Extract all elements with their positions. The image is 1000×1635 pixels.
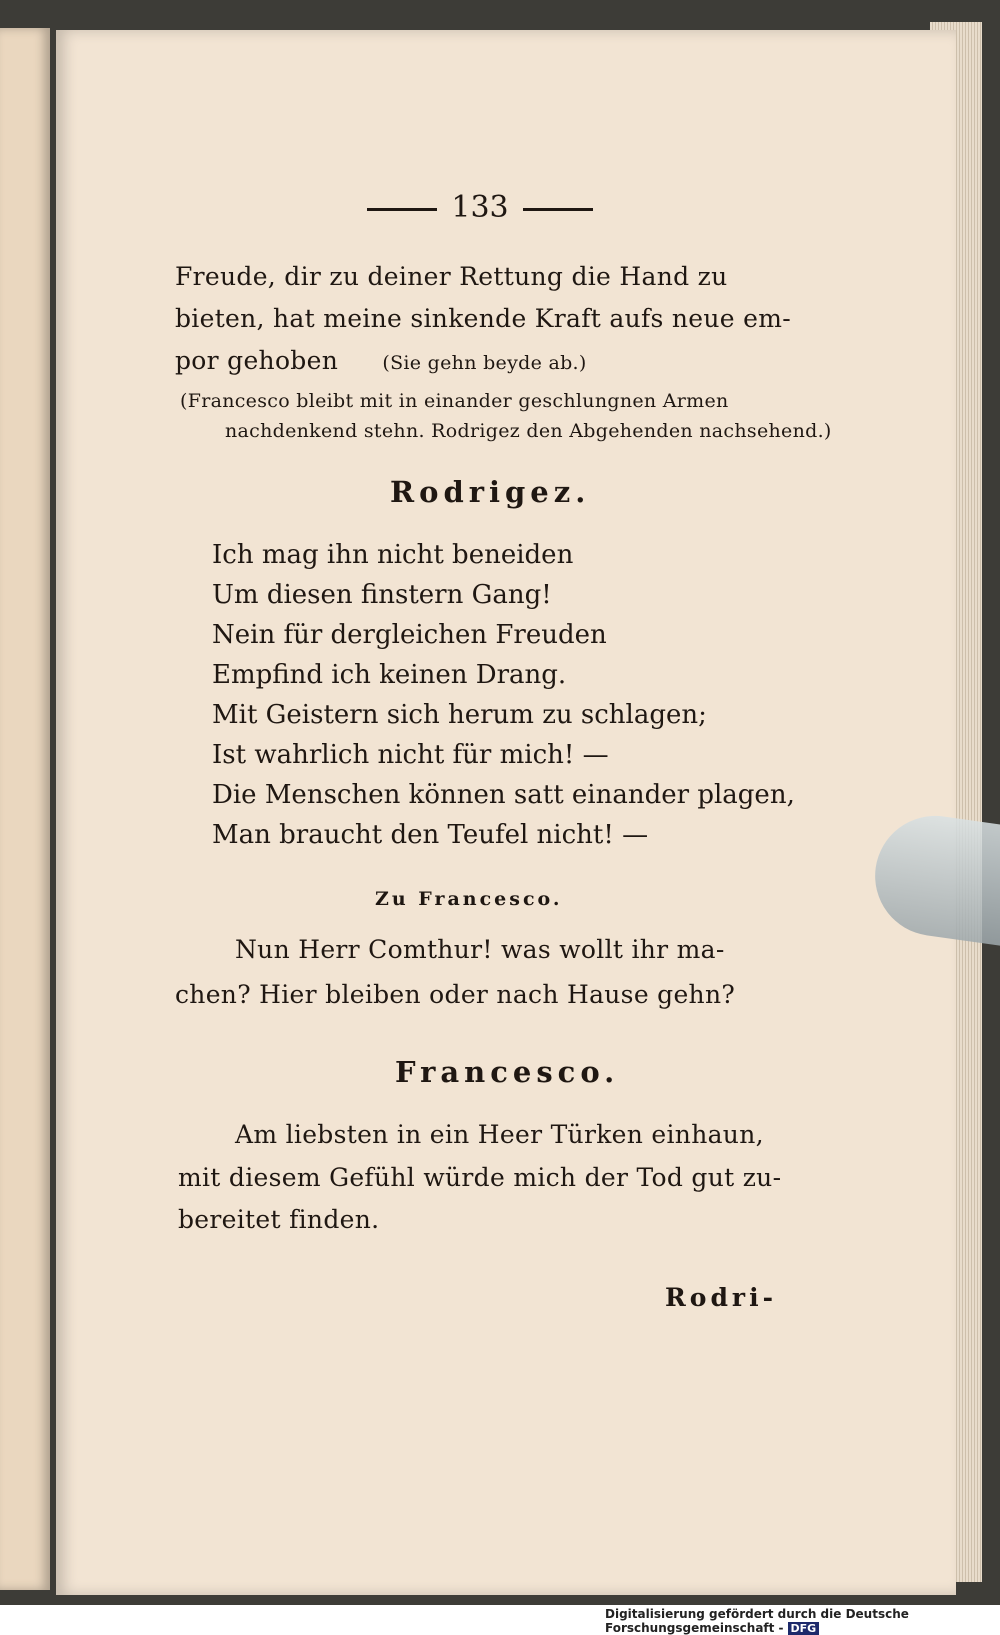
footer-credit (605, 1607, 1000, 1635)
text-line: Freude, dir zu deiner Rettung die Hand zu (175, 262, 728, 291)
ornament-right (523, 208, 593, 211)
verse-line: Empfind ich keinen Drang. (212, 660, 567, 690)
text-line: chen? Hier bleiben oder nach Hause gehn? (175, 980, 736, 1009)
verse-line: Um diesen finstern Gang! (212, 580, 552, 610)
stage-direction: (Sie gehn beyde ab.) (382, 352, 587, 374)
stage-direction-line: (Francesco bleibt mit in einander geschlungnen Armen (180, 390, 729, 412)
verse-line: Die Menschen können satt einander plagen, (212, 780, 795, 810)
text-line (175, 346, 587, 375)
text-line: Am liebsten in ein Heer Türken einhaun, (235, 1120, 764, 1149)
text-line: Nun Herr Comthur! was wollt ihr ma- (235, 935, 725, 964)
speaker-name: Rodrigez. (390, 475, 591, 509)
stage-direction: Zu Francesco. (375, 888, 563, 910)
catchword: Rodri- (665, 1283, 777, 1312)
facing-page-edge (0, 28, 50, 1590)
dfg-logo: DFG (788, 1622, 820, 1635)
verse-line: Ich mag ihn nicht beneiden (212, 540, 574, 570)
verse-line: Man braucht den Teufel nicht! — (212, 820, 649, 850)
text-line: mit diesem Gefühl würde mich der Tod gut zu- (178, 1163, 782, 1192)
text-line-fragment: por gehoben (175, 346, 339, 375)
page-number: 133 (451, 190, 509, 225)
text-line: bieten, hat meine sinkende Kraft aufs neue em- (175, 304, 791, 333)
text-line: bereitet finden. (178, 1205, 380, 1234)
speaker-name: Francesco. (395, 1055, 620, 1089)
footer-text: Digitalisierung gefördert durch die Deutsche Forschungsgemeinschaft - (605, 1607, 909, 1635)
page-header (330, 190, 630, 225)
verse-line: Nein für dergleichen Freuden (212, 620, 607, 650)
ornament-left (367, 208, 437, 211)
stage-direction-line: nachdenkend stehn. Rodrigez den Abgehenden nachsehend.) (225, 420, 832, 442)
verse-line: Mit Geistern sich herum zu schlagen; (212, 700, 707, 730)
verse-line: Ist wahrlich nicht für mich! — (212, 740, 609, 770)
